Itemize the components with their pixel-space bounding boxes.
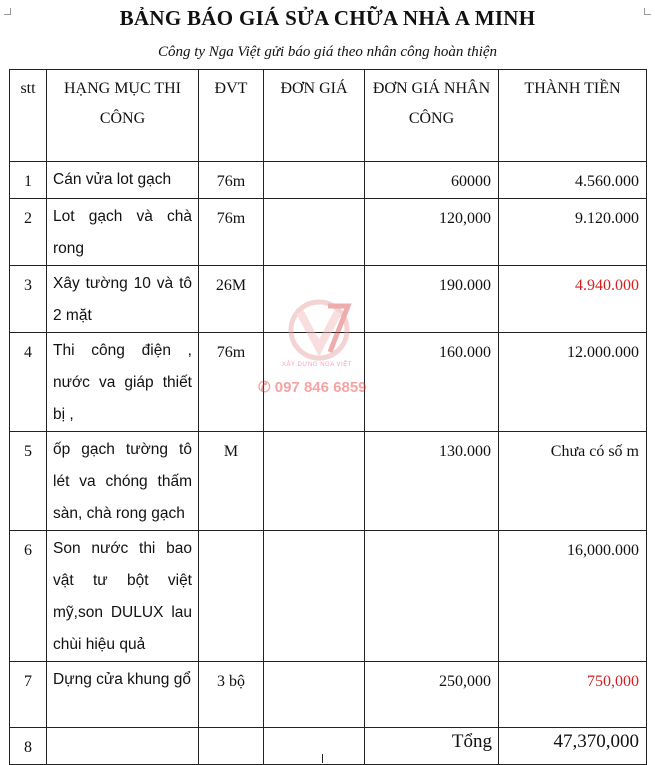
table-row bbox=[10, 662, 647, 728]
quotation-table bbox=[9, 69, 647, 765]
row-unit: 76m bbox=[199, 162, 264, 199]
row-amount: 9.120.000 bbox=[499, 199, 647, 266]
row-item: ốp gạch tường tô lét va chóng thấm sàn, chà rong gạch bbox=[47, 432, 199, 531]
row-labor-price: 250,000 bbox=[365, 662, 499, 728]
row-item: Thi công điện , nước va giáp thiết bị , bbox=[47, 333, 199, 432]
row-amount-highlighted: 750,000 bbox=[499, 662, 647, 728]
table-total-row bbox=[10, 728, 647, 765]
row-item: Son nước thi bao vật tư bột việt mỹ,son DULUX lau chùi hiệu quả bbox=[47, 531, 199, 662]
row-unit-price bbox=[264, 662, 365, 728]
table-row bbox=[10, 199, 647, 266]
row-amount: 16,000.000 bbox=[499, 531, 647, 662]
total-empty-cell bbox=[264, 728, 365, 765]
header-unit: ĐVT bbox=[199, 70, 264, 162]
row-unit-price bbox=[264, 199, 365, 266]
phone-icon: ✆ bbox=[258, 379, 275, 396]
table-row bbox=[10, 266, 647, 333]
row-labor-price: 130.000 bbox=[365, 432, 499, 531]
header-item: HẠNG MỤC THI CÔNG bbox=[47, 70, 199, 162]
row-stt: 7 bbox=[10, 662, 47, 728]
header-labor-price: ĐƠN GIÁ NHÂN CÔNG bbox=[365, 70, 499, 162]
row-stt: 2 bbox=[10, 199, 47, 266]
header-amount: THÀNH TIỀN bbox=[499, 70, 647, 162]
row-unit: 26M bbox=[199, 266, 264, 333]
row-labor-price: 190.000 bbox=[365, 266, 499, 333]
row-stt: 6 bbox=[10, 531, 47, 662]
table-row bbox=[10, 531, 647, 662]
table-row bbox=[10, 333, 647, 432]
row-item: Dựng cửa khung gổ bbox=[47, 662, 199, 728]
row-amount: Chưa có số m bbox=[499, 432, 647, 531]
page-tick-mark bbox=[322, 754, 323, 763]
watermark-brand: XÂY DỰNG NGA VIỆT bbox=[282, 362, 352, 368]
row-unit-price bbox=[264, 333, 365, 432]
total-stt: 8 bbox=[10, 728, 47, 765]
header-stt: stt bbox=[10, 70, 47, 162]
row-labor-price: 60000 bbox=[365, 162, 499, 199]
row-unit: 3 bộ bbox=[199, 662, 264, 728]
row-labor-price: 160.000 bbox=[365, 333, 499, 432]
row-stt: 5 bbox=[10, 432, 47, 531]
row-amount-highlighted: 4.940.000 bbox=[499, 266, 647, 333]
row-stt: 3 bbox=[10, 266, 47, 333]
row-unit bbox=[199, 531, 264, 662]
row-labor-price: 120,000 bbox=[365, 199, 499, 266]
table-row bbox=[10, 162, 647, 199]
table-row bbox=[10, 432, 647, 531]
row-item: Xây tường 10 và tô 2 mặt bbox=[47, 266, 199, 333]
row-unit: M bbox=[199, 432, 264, 531]
table-header-row bbox=[10, 70, 647, 162]
total-amount: 47,370,000 bbox=[499, 728, 647, 765]
total-label: Tổng bbox=[365, 728, 499, 765]
row-amount: 12.000.000 bbox=[499, 333, 647, 432]
row-unit-price bbox=[264, 266, 365, 333]
document-title: BẢNG BÁO GIÁ SỬA CHỮA NHÀ A MINH bbox=[119, 6, 536, 30]
watermark-phone: ✆ 097 846 6859 bbox=[258, 379, 367, 396]
row-unit-price bbox=[264, 531, 365, 662]
row-unit-price bbox=[264, 432, 365, 531]
row-unit: 76m bbox=[199, 333, 264, 432]
row-stt: 1 bbox=[10, 162, 47, 199]
total-empty-cell bbox=[47, 728, 199, 765]
row-item: Lot gạch và chà rong bbox=[47, 199, 199, 266]
row-stt: 4 bbox=[10, 333, 47, 432]
row-unit: 76m bbox=[199, 199, 264, 266]
header-unit-price: ĐƠN GIÁ bbox=[264, 70, 365, 162]
row-amount: 4.560.000 bbox=[499, 162, 647, 199]
row-labor-price bbox=[365, 531, 499, 662]
total-empty-cell bbox=[199, 728, 264, 765]
row-unit-price bbox=[264, 162, 365, 199]
row-item: Cán vửa lot gạch bbox=[47, 162, 199, 199]
document-subtitle: Công ty Nga Việt gửi báo giá theo nhân công hoàn thiện bbox=[157, 44, 498, 60]
